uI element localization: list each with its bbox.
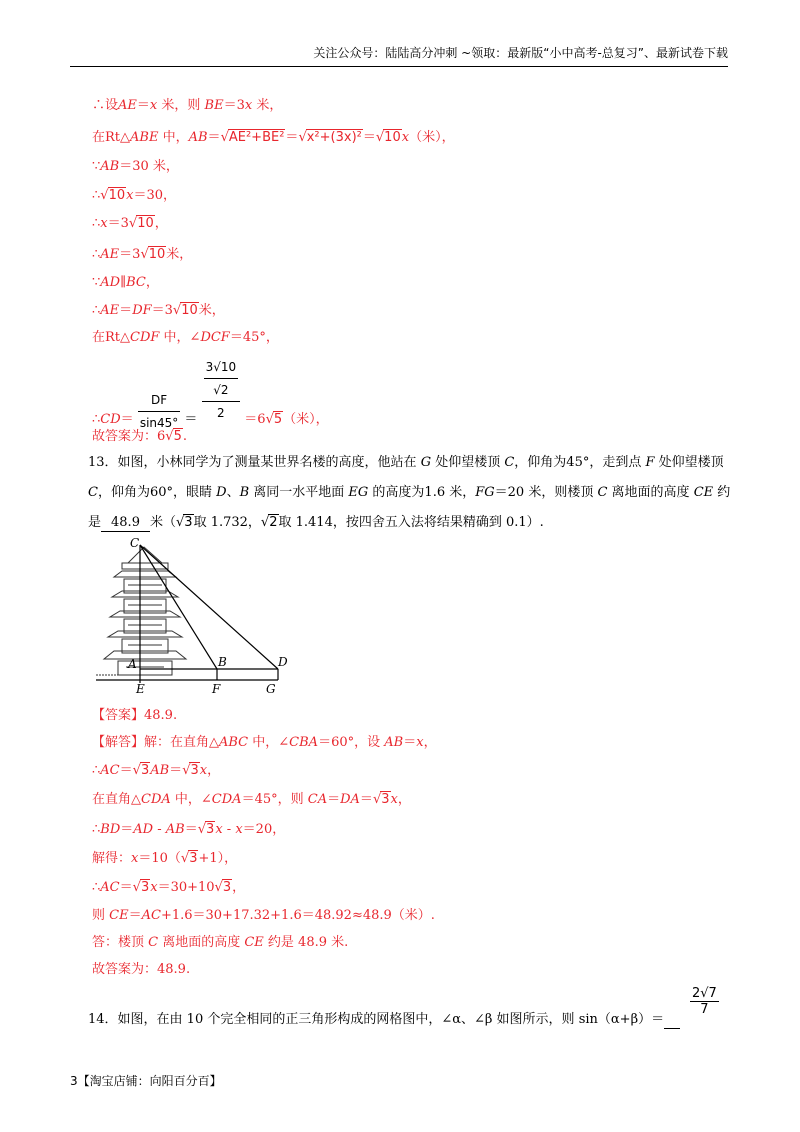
- sol12-line-4: [92, 186, 176, 206]
- sol12-line-2: [92, 128, 455, 148]
- text: ∴: [92, 188, 101, 203]
- text: x: [149, 98, 158, 113]
- text: ＝10（: [138, 851, 181, 866]
- text: 在Rt△: [92, 130, 131, 145]
- text: ∴: [92, 247, 101, 262]
- text: 取 1.414，按四舍五入法将结果精确到 0.1）.: [278, 515, 544, 530]
- text: ＝: [119, 763, 133, 778]
- text: CDA: [141, 792, 171, 807]
- radicand: 3: [206, 822, 215, 837]
- text: AB: [188, 130, 208, 145]
- radicand: AE²+BE²: [228, 130, 285, 145]
- sqrt-symbol: √: [260, 515, 270, 530]
- text: ＝: [120, 412, 134, 427]
- question-14: [88, 1010, 680, 1030]
- text: 则: [92, 908, 110, 923]
- text: AB: [100, 159, 120, 174]
- text: ，: [154, 216, 168, 231]
- text: ，: [423, 735, 437, 750]
- text: ∴: [92, 303, 101, 318]
- sqrt-symbol: √: [214, 880, 223, 895]
- text: B: [239, 485, 250, 500]
- text: x: [150, 880, 158, 895]
- page-number: 3: [70, 1074, 78, 1088]
- header-text: 关注公众号：陆陆高分冲刺 ~领取：最新版“小中高考-总复习”、最新试卷下载: [313, 46, 728, 60]
- text: x: [126, 188, 134, 203]
- text: AD: [100, 275, 121, 290]
- text: CD: [100, 412, 121, 427]
- text: x: [215, 822, 223, 837]
- text: ∴: [92, 822, 101, 837]
- page-footer: [70, 1072, 222, 1089]
- text: 离地面的高度: [158, 935, 245, 950]
- label-g: G: [266, 682, 276, 695]
- page-header: [70, 44, 728, 67]
- numerator: [202, 356, 241, 402]
- text: ＝: [120, 822, 134, 837]
- text: 米（: [149, 515, 176, 530]
- text: 米，: [198, 303, 225, 318]
- text: ，: [207, 763, 221, 778]
- text: ∴: [92, 216, 101, 231]
- text: C: [597, 485, 608, 500]
- sol13-answer: [92, 706, 177, 726]
- geometry-lines: [96, 545, 278, 683]
- text: 中，∠: [159, 330, 201, 345]
- radicand: x²+(3x)²: [306, 130, 362, 145]
- text: ＝30+10: [157, 880, 215, 895]
- pagoda-drawing: [96, 547, 186, 675]
- text: AE: [118, 98, 137, 113]
- fraction-nested: [202, 356, 241, 424]
- text: ＝6: [244, 412, 266, 427]
- text: ＝: [359, 792, 373, 807]
- text: 故答案为：6: [92, 429, 166, 444]
- q14-answer-fraction: [690, 986, 719, 1017]
- sol12-line-5: [92, 214, 168, 234]
- text: x: [199, 763, 208, 778]
- text: AB: [384, 735, 404, 750]
- text: 米，则: [157, 98, 205, 113]
- text: .: [182, 429, 187, 444]
- text: 处仰望楼顶: [431, 455, 505, 470]
- text: F: [645, 455, 655, 470]
- sol12-line-1: [92, 96, 282, 116]
- text: ＝: [119, 303, 133, 318]
- text: ＝: [136, 98, 150, 113]
- sqrt-symbol: √: [132, 880, 141, 895]
- label-b: B: [218, 655, 227, 669]
- text: 中，∠: [248, 735, 290, 750]
- text: 离同一水平地面: [249, 485, 349, 500]
- sol12-line-3: [92, 157, 179, 177]
- sqrt-symbol: √: [100, 188, 109, 203]
- text: FG: [475, 485, 495, 500]
- text: ABC: [219, 735, 249, 750]
- text: G: [420, 455, 432, 470]
- text: ＝: [184, 822, 198, 837]
- sol13-line-6: [92, 878, 245, 898]
- text: ABE: [130, 130, 159, 145]
- text: x: [401, 130, 410, 145]
- radicand: 10: [108, 188, 126, 203]
- radicand: 2: [269, 515, 278, 530]
- text: ＝45°，则: [241, 792, 308, 807]
- sol12-line-10: [92, 356, 329, 434]
- text: C: [148, 935, 159, 950]
- text: +1.6＝30+17.32+1.6＝48.92≈48.9（米）.: [160, 908, 435, 923]
- text: ＝30 米，: [119, 159, 179, 174]
- text: 14．如图，在由 10 个完全相同的正三角形构成的网格图中，∠α、∠β 如图所示，则 sin（α+β）＝: [88, 1012, 665, 1027]
- numerator: 3√10: [204, 356, 239, 379]
- sqrt-symbol: √: [172, 303, 182, 318]
- text: AB: [165, 822, 185, 837]
- text: 离地面的高度: [607, 485, 694, 500]
- inner-fraction: [204, 356, 239, 401]
- sol12-line-9: [92, 328, 279, 348]
- text: ＝: [362, 130, 376, 145]
- text: AC: [100, 763, 120, 778]
- text: D: [216, 485, 227, 500]
- text: ∥: [120, 275, 127, 290]
- text: （米），: [409, 130, 455, 145]
- sqrt-symbol: √: [197, 822, 207, 837]
- text: 在直角△: [92, 792, 141, 807]
- text: ＝3: [151, 303, 173, 318]
- sqrt-symbol: √: [132, 763, 141, 778]
- answer-blank: [664, 1012, 680, 1029]
- text: x: [416, 735, 424, 750]
- radicand: 3: [222, 880, 232, 895]
- sol13-line-4: [92, 820, 285, 840]
- text: ＝: [403, 735, 417, 750]
- text: +1），: [198, 851, 238, 866]
- text: AE: [100, 303, 120, 318]
- sol12-line-11: [92, 427, 187, 447]
- text: 中，: [158, 130, 189, 145]
- text: 约是: [88, 485, 731, 530]
- sol12-line-7: [92, 273, 159, 293]
- sol13-line-8: [92, 933, 348, 953]
- text: 米，: [166, 247, 193, 262]
- text: ＝: [169, 763, 183, 778]
- text: ∴: [92, 880, 101, 895]
- text: ，: [145, 275, 159, 290]
- denominator: sin45°: [139, 416, 179, 430]
- label-e: E: [136, 682, 145, 695]
- text: CDF: [130, 330, 160, 345]
- radicand: 5: [173, 429, 182, 444]
- text: x: [131, 851, 139, 866]
- text: ＝: [184, 412, 198, 427]
- sqrt-symbol: √: [175, 515, 185, 530]
- text: ＝: [119, 880, 133, 895]
- text: EG: [348, 485, 369, 500]
- text: BC: [126, 275, 146, 290]
- text: ＝30，: [133, 188, 177, 203]
- text: C: [88, 485, 98, 500]
- text: 【答案】48.9.: [92, 708, 178, 723]
- text: ，: [232, 880, 246, 895]
- text: CA: [307, 792, 328, 807]
- text: ∴: [92, 412, 101, 427]
- text: ＝20，: [242, 822, 286, 837]
- sol13-line-1: [92, 733, 437, 753]
- text: 的高度为1.6 米，: [368, 485, 476, 500]
- text: 约是 48.9 米.: [263, 935, 349, 950]
- text: ＝3: [107, 216, 129, 231]
- text: ＝3: [223, 98, 245, 113]
- text: 【解答】解：在直角△: [92, 735, 219, 750]
- text: CE: [109, 908, 129, 923]
- denominator: 2: [217, 406, 225, 420]
- radicand: 3: [140, 763, 150, 778]
- radicand: 10: [181, 303, 198, 318]
- radicand: 3: [381, 792, 390, 807]
- text: 、: [226, 485, 240, 500]
- text: DF: [132, 303, 152, 318]
- text: ＝: [327, 792, 341, 807]
- sqrt-symbol: √: [265, 412, 274, 427]
- question-13: [88, 448, 736, 538]
- radicand: 10: [137, 216, 154, 231]
- sqrt-symbol: √: [180, 851, 190, 866]
- radicand: 10: [384, 130, 401, 145]
- footer-text: 【淘宝店铺：向阳百分百】: [77, 1074, 222, 1088]
- text: ，仰角为45°，走到点: [514, 455, 646, 470]
- text: 13．如图，小林同学为了测量某世界名楼的高度，他站在: [88, 455, 421, 470]
- text: 中，∠: [170, 792, 212, 807]
- sol13-line-3: [92, 790, 411, 810]
- text: C: [504, 455, 515, 470]
- text: x: [235, 822, 243, 837]
- numerator: DF: [138, 389, 180, 412]
- text: ，仰角为60°，眼睛: [97, 485, 217, 500]
- sol13-line-2: [92, 761, 220, 781]
- text: ，: [397, 792, 411, 807]
- radicand: 5: [273, 412, 283, 427]
- text: CBA: [289, 735, 319, 750]
- text: 解得：: [92, 851, 132, 866]
- text: CE: [693, 485, 714, 500]
- text: ＝20 米，则楼顶: [494, 485, 598, 500]
- text: 米，: [252, 98, 283, 113]
- sqrt-symbol: √: [182, 763, 191, 778]
- radicand: 3: [189, 851, 198, 866]
- sol13-line-9: [92, 960, 190, 980]
- text: x: [390, 792, 398, 807]
- label-f: F: [212, 682, 221, 695]
- text: CE: [244, 935, 264, 950]
- numerator: 2√7: [692, 986, 717, 1001]
- text: （米），: [283, 412, 329, 427]
- text: AD: [133, 822, 154, 837]
- sol13-line-7: [92, 906, 435, 926]
- text: ＝: [285, 130, 299, 145]
- text: ∵: [92, 159, 101, 174]
- denominator: √2: [213, 383, 229, 397]
- text: ＝45°，: [229, 330, 279, 345]
- text: -: [153, 822, 166, 837]
- text: AE: [100, 247, 120, 262]
- text: ＝: [128, 908, 142, 923]
- text: ∴: [92, 763, 101, 778]
- tower-figure: [92, 535, 292, 695]
- text: DA: [340, 792, 360, 807]
- text: 答：楼顶: [92, 935, 149, 950]
- text: 在Rt△: [92, 330, 131, 345]
- text: -: [222, 822, 236, 837]
- radicand: 3: [190, 763, 199, 778]
- radicand: 3: [184, 515, 193, 530]
- denominator: 7: [700, 1002, 709, 1017]
- text: ∵: [92, 275, 101, 290]
- label-a: A: [128, 657, 137, 671]
- label-c: C: [130, 536, 140, 550]
- sqrt-symbol: √: [375, 130, 385, 145]
- text: AC: [100, 880, 120, 895]
- text: ∴设: [92, 98, 119, 113]
- text: 故答案为：48.9.: [92, 962, 191, 977]
- text: AC: [141, 908, 161, 923]
- text: CDA: [211, 792, 242, 807]
- sol12-line-6: [92, 245, 192, 265]
- label-d: D: [278, 655, 288, 669]
- text: x: [100, 216, 108, 231]
- sqrt-symbol: √: [220, 130, 229, 145]
- text: ＝60°，设: [318, 735, 385, 750]
- radicand: 10: [148, 247, 166, 262]
- sqrt-symbol: √: [165, 429, 174, 444]
- text: AB: [150, 763, 170, 778]
- sol13-line-5: [92, 849, 237, 869]
- answer-blank: 48.9: [101, 515, 150, 532]
- radicand: 3: [140, 880, 150, 895]
- sqrt-symbol: √: [140, 247, 149, 262]
- text: 处仰望楼顶: [654, 455, 724, 470]
- sqrt-symbol: √: [128, 216, 138, 231]
- text: x: [244, 98, 253, 113]
- text: 取 1.732，: [193, 515, 261, 530]
- text: DCF: [200, 330, 230, 345]
- text: ＝: [207, 130, 221, 145]
- text: ＝3: [119, 247, 141, 262]
- text: BE: [204, 98, 224, 113]
- sqrt-symbol: √: [372, 792, 382, 807]
- sol12-line-8: [92, 301, 225, 321]
- text: BD: [100, 822, 121, 837]
- sqrt-symbol: √: [298, 130, 307, 145]
